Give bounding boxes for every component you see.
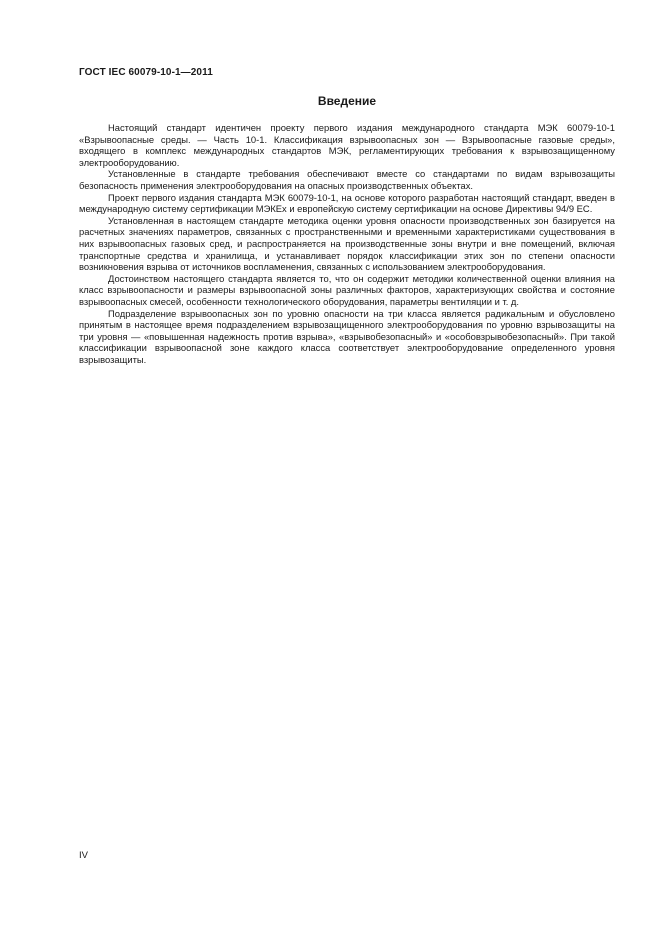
section-title: Введение [317, 94, 377, 108]
paragraph: Настоящий стандарт идентичен проекту первого издания международного стандарта МЭК 60079-10-1 «Взрывоопасные среды. — Часть 10-1. Классификация взрывоопасных зон — Взрывоопасные газовые среды», входящего в комплекс международных стандартов МЭК, регламентирующих требования к взрывозащищенному электрооборудованию. [79, 122, 615, 168]
page-number: IV [79, 850, 88, 861]
paragraph: Установленные в стандарте требования обеспечивают вместе со стандартами по видам взрывозащиты безопасность применения электрооборудования на опасных производственных объектах. [79, 168, 615, 191]
paragraph: Подразделение взрывоопасных зон по уровню опасности на три класса является радикальным и обусловлено принятым в настоящее время подразделением взрывозащищенного электрооборудования по уровню взрывозащиты на три уровня — «повышенная надежность против взрыва», «взрывобезопасный» и «особовзрывобезопасный». При такой классификации взрывоопасной зоне каждого класса соответствует электрооборудование определенного уровня взрывозащиты. [79, 307, 615, 365]
paragraph: Проект первого издания стандарта МЭК 60079-10-1, на основе которого разработан настоящий стандарт, введен в международную систему сертификации МЭКЕх и европейскую систему сертификации на основе Директивы 94/9 ЕС. [79, 191, 615, 215]
paragraph: Установленная в настоящем стандарте методика оценки уровня опасности производственных зон базируется на расчетных значениях параметров, связанных с пространственными и временными характеристиками существования в них взрывоопасных газовых сред, и распространяется на производственные зоны внутри и вне помещений, включая транспортные средства и хранилища, и устанавливает порядок классификации этих зон по степени опасности возникновения взрыва от источников воспламенения, связанных с использованием электрооборудования. [79, 214, 615, 273]
paragraph: Достоинством настоящего стандарта является то, что он содержит методики количественной оценки влияния на класс взрывоопасности и размеры взрывоопасной зоны различных факторов, характеризующих свойства и состояние взрывоопасных смесей, особенности технологического оборудования, параметры вентиляции и т. д. [79, 272, 615, 307]
standard-code-header: ГОСТ IEC 60079-10-1—2011 [79, 67, 213, 78]
introduction-body [79, 122, 615, 365]
